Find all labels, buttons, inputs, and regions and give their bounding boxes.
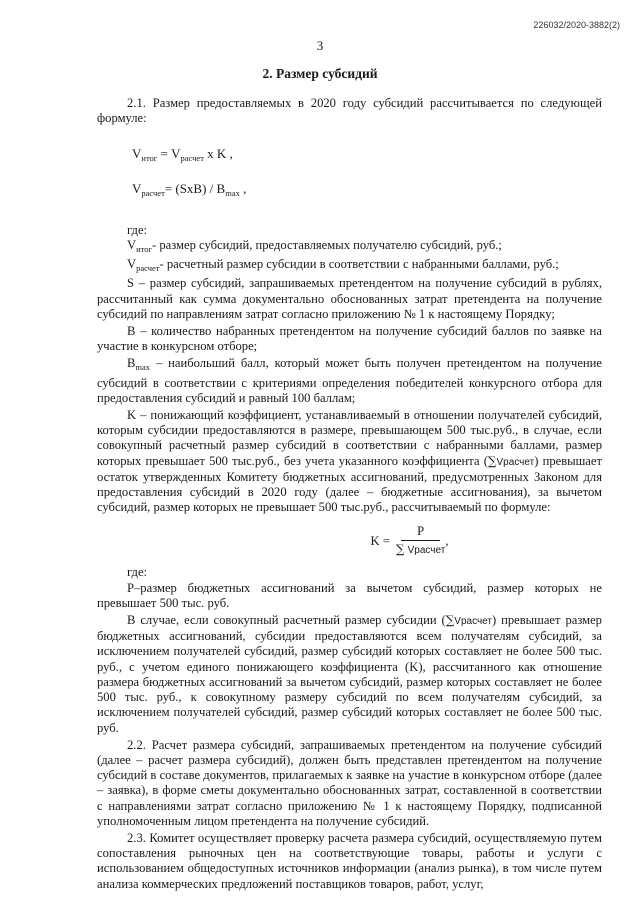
formula-text: , xyxy=(445,533,449,548)
formula-k-fraction xyxy=(396,524,445,558)
definition-s: S – размер субсидий, запрашиваемых претендентом на получение субсидий в рублях, рассчитанный как сумма документально обоснованных затрат претендента на получение субсидий по направлениям затрат согласно приложению № 1 к настоящему Порядку; xyxy=(97,276,602,321)
formula-k xyxy=(97,521,602,561)
definition-symbol: V xyxy=(127,238,137,253)
definition-v-itog xyxy=(97,238,602,257)
definition-text: ) превышает остаток утвержденных Комитету бюджетных ассигнований, предусмотренных Законом для предоставления субсидий в 2020 году (далее – бюджетные ассигнования), за вычетом субсидий, размер которых не превышает 500 тыс.руб., рассчитываемый по формуле: xyxy=(97,453,602,515)
formula-text: , xyxy=(239,180,247,196)
sum-variable: Vрасчет xyxy=(496,456,535,468)
formula-subscript: расчет xyxy=(141,187,165,198)
definition-symbol: V xyxy=(127,257,137,272)
where-label: где: xyxy=(127,222,148,237)
formula-subscript: итог xyxy=(141,153,158,164)
definition-k xyxy=(97,408,602,515)
definition-b-max xyxy=(97,356,602,406)
definition-v-raschet xyxy=(97,257,602,276)
definition-text: - размер субсидий, предоставляемых получателю субсидий, руб.; xyxy=(152,238,502,253)
definition-text: K – понижающий коэффициент, устанавливаемый в отношении получателей субсидий, которым субсидии предоставляются в размере, превышающем 500 тыс.руб., в случае, если совокупный расчетный размер субсидий в соответствии с набранными баллами, размер которых превышает 500 тыс.руб., без учета указанного коэффициента ( xyxy=(97,408,602,468)
sum-symbol: ∑ xyxy=(445,613,455,628)
definition-subscript: max xyxy=(135,362,151,373)
paragraph-case xyxy=(97,613,602,736)
page-number: 3 xyxy=(316,38,324,53)
definition-symbol: B xyxy=(127,356,136,371)
formula-text: = V xyxy=(157,146,181,162)
formula-subscript: max xyxy=(225,187,240,198)
formula-k-numerator: P xyxy=(401,524,440,541)
definition-subscript: итог xyxy=(136,244,152,255)
definition-text: - расчетный размер субсидии в соответствии с набранными баллами, руб.; xyxy=(159,257,559,272)
definition-subscript: расчет xyxy=(136,263,160,274)
where-label-2: где: xyxy=(127,565,148,580)
formula-k-lhs: K = xyxy=(370,533,390,548)
paragraph-text: В случае, если совокупный расчетный размер субсидии ( xyxy=(127,613,446,628)
formula-symbol: V xyxy=(132,180,142,196)
paragraph-2-1: 2.1. Размер предоставляемых в 2020 году субсидий рассчитывается по следующей формуле: xyxy=(97,96,602,126)
formula-v-raschet xyxy=(97,167,602,201)
sum-variable: Vрасчет xyxy=(407,545,446,557)
sum-variable: Vрасчет xyxy=(454,616,492,628)
formula-v-itog xyxy=(97,126,602,166)
formula-symbol: V xyxy=(132,146,142,162)
definition-b: B – количество набранных претендентом на получение субсидий баллов по заявке на участие в конкурсном отборе; xyxy=(97,324,602,354)
paragraph-2-2: 2.2. Расчет размера субсидий, запрашиваемых претендентом на получение субсидий (далее – расчет размера субсидий), должен быть представлен претендентом на получение субсидий в составе документов, прилагаемых к заявке на участие в конкурсном отборе (далее – заявка), в форме сметы документально обоснованных затрат, составленной в соответствии с направлениями затрат согласно приложению № 1 к настоящему Порядку, подписанной уполномоченным лицом претендента на получение субсидий. xyxy=(97,737,602,828)
formula-text: = (SxB) / B xyxy=(164,180,226,196)
paragraph-text: ) превышает размер бюджетных ассигнований, субсидии предоставляются всем получателям субсидий, за исключением получателей субсидий, размер субсидий которых составляет не более 500 тыс. руб., с учетом единого понижающего коэффициента (K), рассчитанного как отношение размера бюджетных ассигнований за вычетом субсидий, размер которых составляет не более 500 тыс. руб., к совокупному размеру субсидий по всем получателям субсидий, за исключением получателей субсидий, размер субсидий которых составляет не более 500 тыс. руб. xyxy=(97,613,602,735)
sum-symbol: ∑ xyxy=(487,453,497,468)
document-body xyxy=(97,96,602,892)
section-title: 2. Размер субсидий xyxy=(262,66,378,81)
document-number: 226032/2020-3882(2) xyxy=(533,20,620,30)
formula-k-denominator xyxy=(396,541,445,558)
definition-p: P–размер бюджетных ассигнований за вычетом субсидий, размер которых не превышает 500 тыс. руб. xyxy=(97,580,602,610)
sum-symbol: ∑ xyxy=(395,542,405,557)
definition-text: – наибольший балл, который может быть получен претендентом на получение субсидий в соответствии с критериями определения победителей конкурсного отбора для предоставления субсидий и равный 100 баллам; xyxy=(97,356,602,405)
formula-text: x K , xyxy=(203,146,233,162)
paragraph-2-3: 2.3. Комитет осуществляет проверку расчета размера субсидий, осуществляемую путем сопоставления рыночных цен на соответствующие товары, работы и услуги с использованием общедоступных источников информации (анализ рынка), в том числе путем анализа коммерческих предложений поставщиков товаров, работ, услуг, xyxy=(97,830,602,891)
formula-subscript: расчет xyxy=(180,153,204,164)
